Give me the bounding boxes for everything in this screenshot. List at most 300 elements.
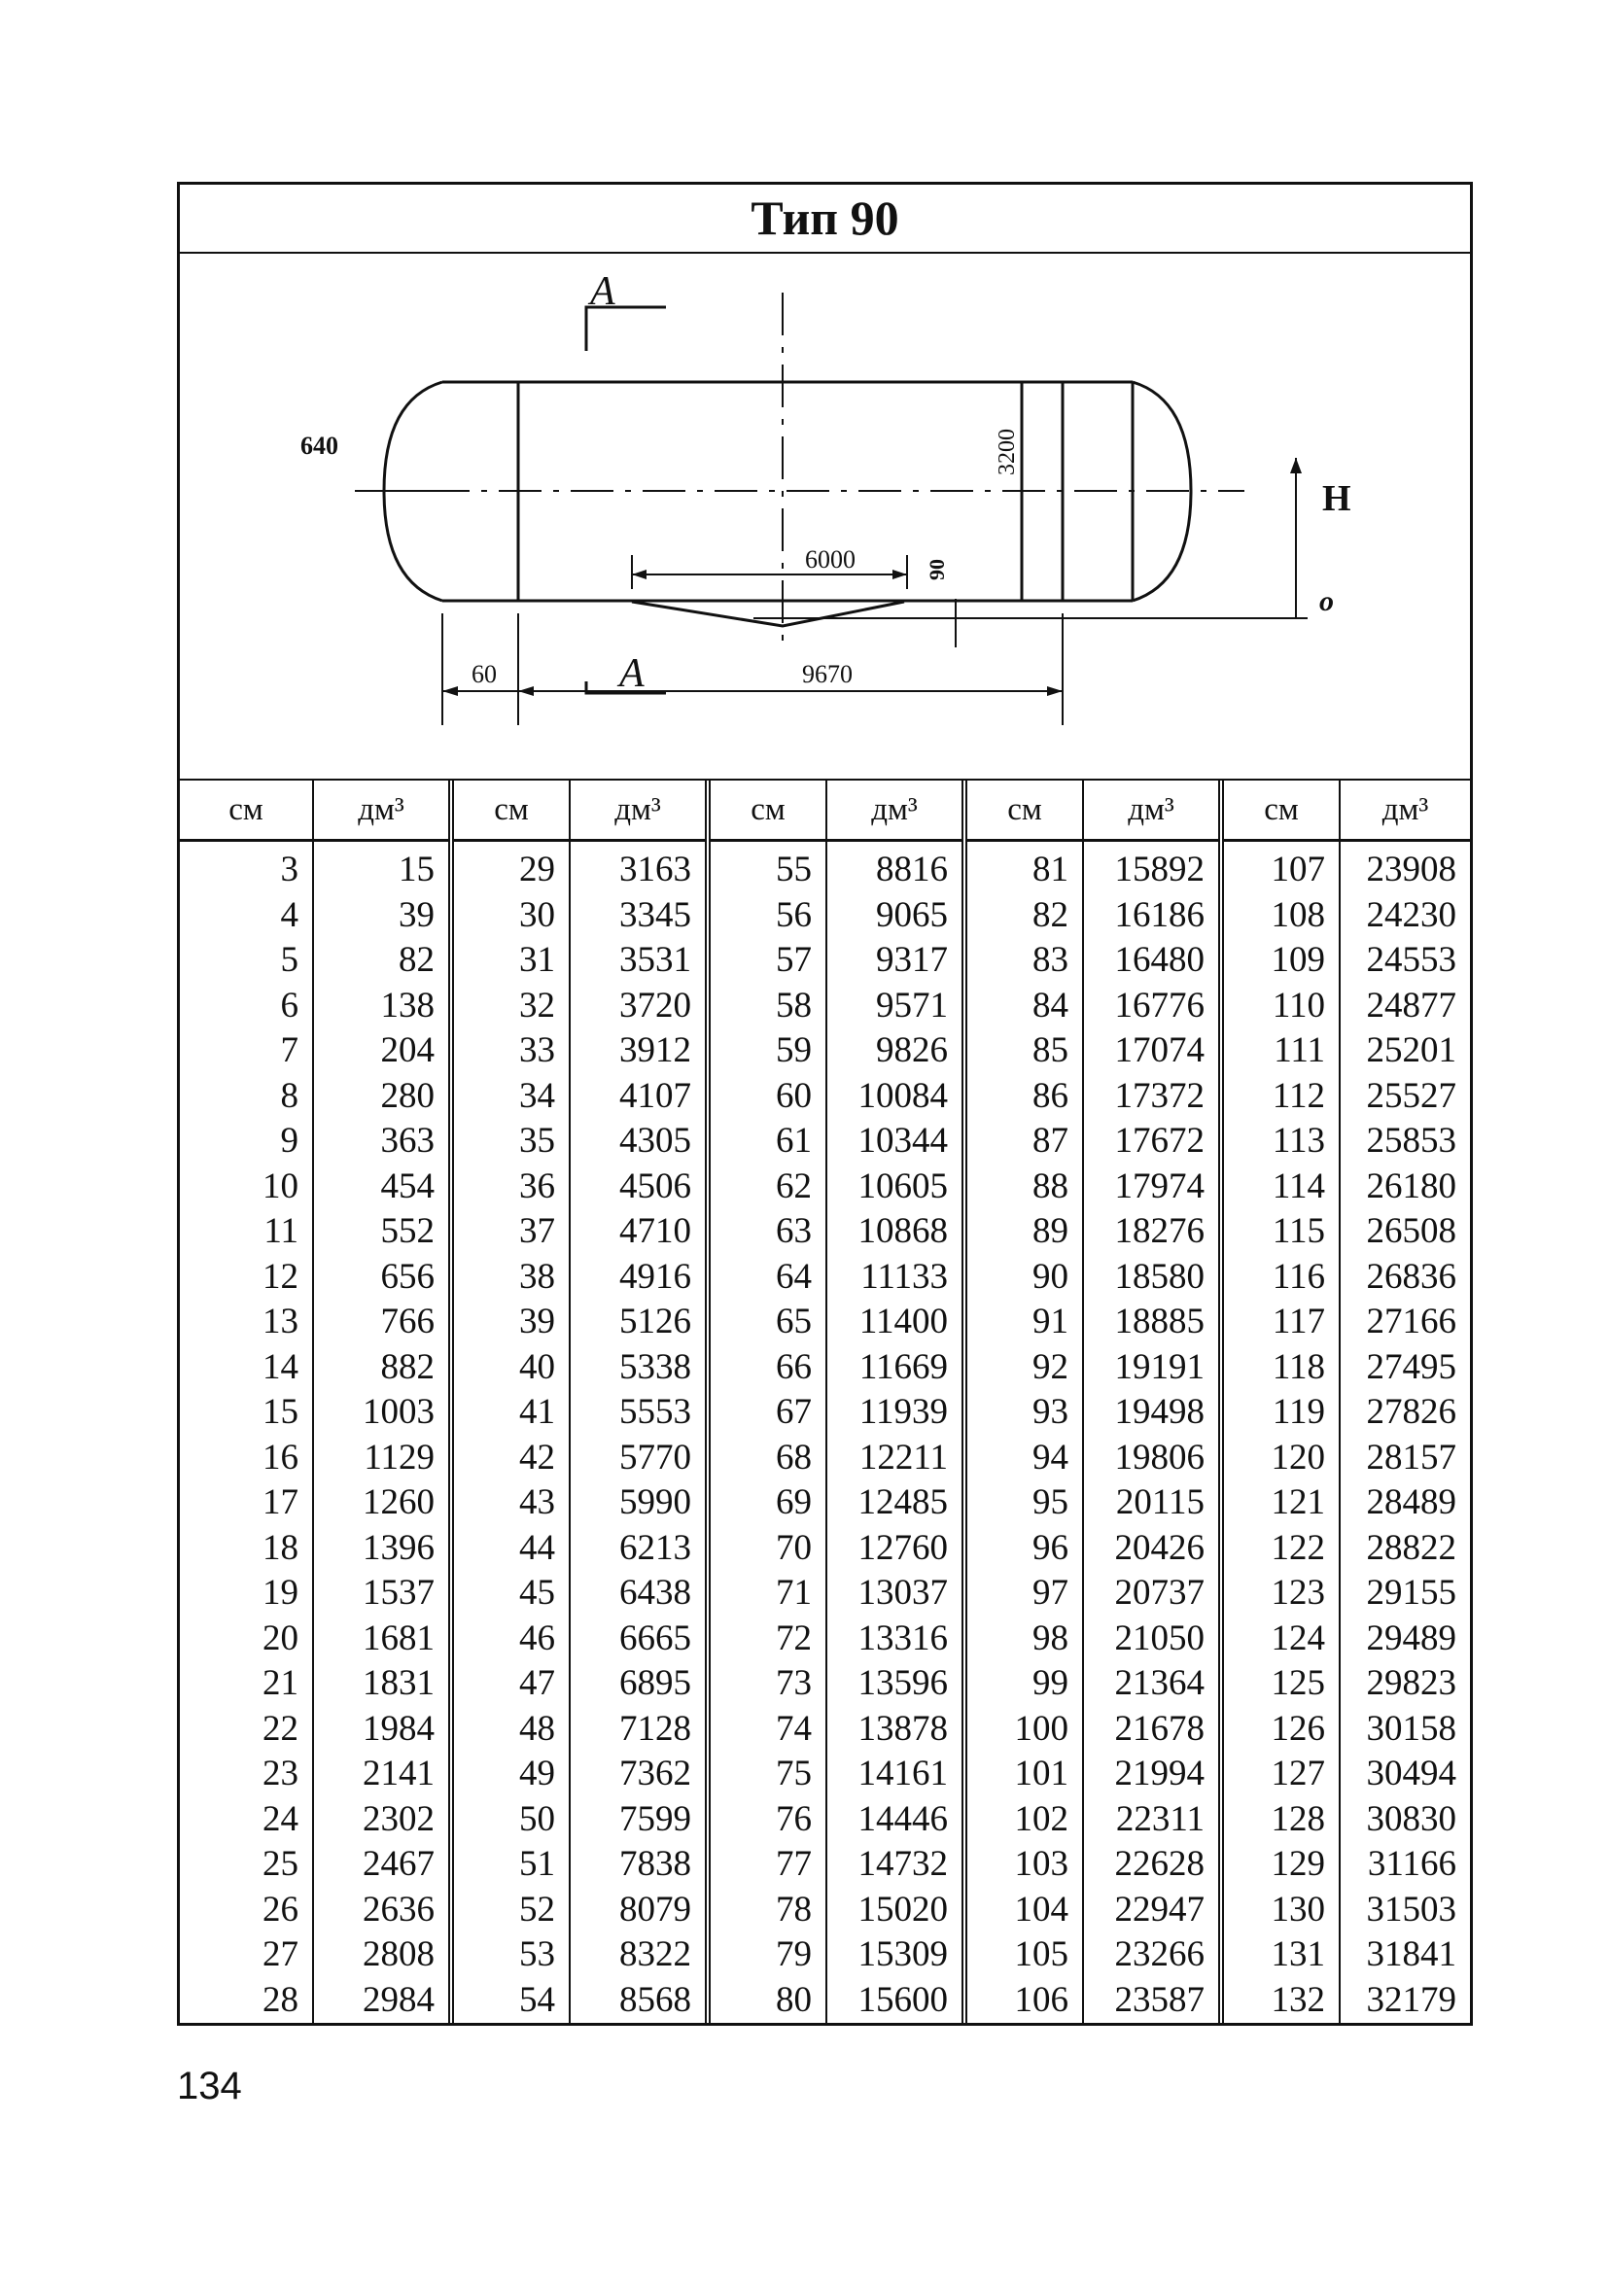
- header-dm3: дм³: [826, 781, 964, 841]
- cell-volume-dm3: 82: [313, 938, 451, 984]
- cell-volume-dm3: 12485: [826, 1480, 964, 1526]
- cell-level-cm: 92: [964, 1345, 1083, 1391]
- cell-volume-dm3: 4107: [570, 1074, 708, 1120]
- cell-level-cm: 42: [451, 1436, 570, 1481]
- cell-level-cm: 48: [451, 1707, 570, 1753]
- cell-volume-dm3: 1984: [313, 1707, 451, 1753]
- cell-level-cm: 49: [451, 1752, 570, 1797]
- cell-level-cm: 8: [280, 1075, 298, 1116]
- cell-level-cm: 13: [262, 1302, 298, 1342]
- cell-volume-dm3: 5770: [570, 1436, 708, 1481]
- cell-level-cm: 60: [708, 1074, 826, 1120]
- cell-volume-dm3: 4305: [570, 1119, 708, 1165]
- cell-level-cm: 101: [964, 1752, 1083, 1797]
- cell-level-cm: 71: [708, 1571, 826, 1617]
- cell-volume-dm3: 8079: [570, 1888, 708, 1933]
- cell-volume-dm3: 28489: [1340, 1480, 1470, 1526]
- cell-volume-dm3: 18276: [1083, 1209, 1221, 1255]
- cell-volume-dm3: 1129: [313, 1436, 451, 1481]
- cell-level-cm: 111: [1221, 1028, 1340, 1074]
- cell-volume-dm3: 15: [313, 841, 451, 893]
- cell-volume-dm3: 21364: [1083, 1661, 1221, 1707]
- cell-level-cm: 123: [1221, 1571, 1340, 1617]
- cell-level-cm: 129: [1221, 1842, 1340, 1888]
- cell-volume-dm3: 19498: [1083, 1390, 1221, 1436]
- cell-level-cm: 94: [964, 1436, 1083, 1481]
- table-row: [180, 1797, 1470, 1843]
- table-row: [180, 1345, 1470, 1391]
- cell-volume-dm3: 13316: [826, 1617, 964, 1662]
- cell-volume-dm3: 25201: [1340, 1028, 1470, 1074]
- cell-volume-dm3: 39: [313, 893, 451, 939]
- cell-volume-dm3: 280: [313, 1074, 451, 1120]
- cell-volume-dm3: 1396: [313, 1526, 451, 1572]
- cell-level-cm: 87: [964, 1119, 1083, 1165]
- cell-level-cm: 116: [1221, 1255, 1340, 1301]
- table-row: [180, 1571, 1470, 1617]
- cell-volume-dm3: 882: [313, 1345, 451, 1391]
- cell-volume-dm3: 20737: [1083, 1571, 1221, 1617]
- cell-volume-dm3: 16480: [1083, 938, 1221, 984]
- cell-volume-dm3: 26836: [1340, 1255, 1470, 1301]
- cell-volume-dm3: 15892: [1083, 841, 1221, 893]
- cell-level-cm: 128: [1221, 1797, 1340, 1843]
- cell-volume-dm3: 3912: [570, 1028, 708, 1074]
- cell-volume-dm3: 7838: [570, 1842, 708, 1888]
- cell-volume-dm3: 21994: [1083, 1752, 1221, 1797]
- cell-volume-dm3: 3720: [570, 984, 708, 1029]
- cell-level-cm: 38: [451, 1255, 570, 1301]
- table-header-row: [180, 781, 1470, 841]
- cell-volume-dm3: 454: [313, 1165, 451, 1210]
- cell-level-cm: 40: [451, 1345, 570, 1391]
- cell-level-cm: 19: [262, 1573, 298, 1614]
- cell-level-cm: 26: [262, 1889, 298, 1930]
- header-cm: см: [180, 781, 313, 841]
- section-label-top: A: [590, 269, 615, 314]
- cell-level-cm: 117: [1221, 1300, 1340, 1345]
- cell-level-cm: 32: [451, 984, 570, 1029]
- table-row: [180, 1978, 1470, 2024]
- cell-volume-dm3: 8568: [570, 1978, 708, 2024]
- cell-level-cm: 7: [280, 1030, 298, 1071]
- cell-volume-dm3: 11133: [826, 1255, 964, 1301]
- cell-volume-dm3: 24553: [1340, 938, 1470, 984]
- cell-volume-dm3: 10605: [826, 1165, 964, 1210]
- cell-level-cm: 55: [708, 841, 826, 893]
- cell-level-cm: 96: [964, 1526, 1083, 1572]
- cell-level-cm: 24: [262, 1798, 298, 1839]
- cell-level-cm: 105: [964, 1932, 1083, 1978]
- cell-volume-dm3: 18885: [1083, 1300, 1221, 1345]
- dim-6000-label: 6000: [805, 545, 856, 574]
- cell-level-cm: 12: [262, 1256, 298, 1297]
- cell-level-cm: 22: [262, 1708, 298, 1749]
- cell-volume-dm3: 27495: [1340, 1345, 1470, 1391]
- cell-volume-dm3: 21678: [1083, 1707, 1221, 1753]
- cell-level-cm: 115: [1221, 1209, 1340, 1255]
- cell-level-cm: 14: [262, 1346, 298, 1387]
- cell-volume-dm3: 30494: [1340, 1752, 1470, 1797]
- table-row: [180, 1661, 1470, 1707]
- cell-level-cm: 108: [1221, 893, 1340, 939]
- table-row: [180, 1842, 1470, 1888]
- table-row: [180, 841, 1470, 893]
- cell-volume-dm3: 26180: [1340, 1165, 1470, 1210]
- cell-level-cm: 127: [1221, 1752, 1340, 1797]
- cell-volume-dm3: 6665: [570, 1617, 708, 1662]
- cell-volume-dm3: 7128: [570, 1707, 708, 1753]
- cell-volume-dm3: 22628: [1083, 1842, 1221, 1888]
- cell-level-cm: 91: [964, 1300, 1083, 1345]
- cell-volume-dm3: 19806: [1083, 1436, 1221, 1481]
- cell-level-cm: 68: [708, 1436, 826, 1481]
- cell-level-cm: 43: [451, 1480, 570, 1526]
- table-row: [180, 1028, 1470, 1074]
- cell-level-cm: 67: [708, 1390, 826, 1436]
- cell-volume-dm3: 552: [313, 1209, 451, 1255]
- cell-volume-dm3: 5553: [570, 1390, 708, 1436]
- cell-level-cm: 85: [964, 1028, 1083, 1074]
- cell-level-cm: 64: [708, 1255, 826, 1301]
- cell-volume-dm3: 1537: [313, 1571, 451, 1617]
- cell-volume-dm3: 4916: [570, 1255, 708, 1301]
- cell-level-cm: 3: [280, 850, 298, 890]
- cell-level-cm: 80: [708, 1978, 826, 2024]
- cell-level-cm: 6: [280, 985, 298, 1026]
- cell-volume-dm3: 25853: [1340, 1119, 1470, 1165]
- header-cm: см: [1221, 781, 1340, 841]
- cell-level-cm: 70: [708, 1526, 826, 1572]
- dim-9670-label: 9670: [802, 660, 853, 688]
- cell-volume-dm3: 23587: [1083, 1978, 1221, 2024]
- cell-level-cm: 90: [964, 1255, 1083, 1301]
- cell-volume-dm3: 7362: [570, 1752, 708, 1797]
- cell-volume-dm3: 2467: [313, 1842, 451, 1888]
- cell-volume-dm3: 14446: [826, 1797, 964, 1843]
- cell-level-cm: 54: [451, 1978, 570, 2024]
- cell-volume-dm3: 204: [313, 1028, 451, 1074]
- tank-support: [632, 602, 904, 626]
- dim-3200-label: 3200: [995, 429, 1020, 475]
- cell-level-cm: 93: [964, 1390, 1083, 1436]
- cell-volume-dm3: 30158: [1340, 1707, 1470, 1753]
- header-dm3: дм³: [1083, 781, 1221, 841]
- cell-volume-dm3: 2984: [313, 1978, 451, 2024]
- cell-level-cm: 100: [964, 1707, 1083, 1753]
- cell-level-cm: 21: [262, 1663, 298, 1704]
- cell-level-cm: 35: [451, 1119, 570, 1165]
- cell-volume-dm3: 2808: [313, 1932, 451, 1978]
- cell-level-cm: 73: [708, 1661, 826, 1707]
- cell-level-cm: 107: [1221, 841, 1340, 893]
- cell-volume-dm3: 10084: [826, 1074, 964, 1120]
- cell-volume-dm3: 29155: [1340, 1571, 1470, 1617]
- cell-volume-dm3: 14732: [826, 1842, 964, 1888]
- tank-schematic: [180, 254, 1470, 779]
- cell-volume-dm3: 15600: [826, 1978, 964, 2024]
- cell-level-cm: 30: [451, 893, 570, 939]
- cell-level-cm: 104: [964, 1888, 1083, 1933]
- cell-level-cm: 39: [451, 1300, 570, 1345]
- cell-volume-dm3: 1260: [313, 1480, 451, 1526]
- cell-level-cm: 62: [708, 1165, 826, 1210]
- cell-volume-dm3: 13037: [826, 1571, 964, 1617]
- cell-volume-dm3: 24877: [1340, 984, 1470, 1029]
- cell-level-cm: 59: [708, 1028, 826, 1074]
- table-row: [180, 1119, 1470, 1165]
- cell-volume-dm3: 17974: [1083, 1165, 1221, 1210]
- cell-volume-dm3: 6438: [570, 1571, 708, 1617]
- cell-level-cm: 9: [280, 1121, 298, 1162]
- cell-level-cm: 63: [708, 1209, 826, 1255]
- table-row: [180, 1617, 1470, 1662]
- cell-volume-dm3: 12211: [826, 1436, 964, 1481]
- cell-level-cm: 27: [262, 1934, 298, 1975]
- cell-level-cm: 72: [708, 1617, 826, 1662]
- cell-level-cm: 18: [262, 1527, 298, 1568]
- cell-volume-dm3: 138: [313, 984, 451, 1029]
- cell-level-cm: 83: [964, 938, 1083, 984]
- table-row: [180, 1300, 1470, 1345]
- table-row: [180, 1165, 1470, 1210]
- cell-volume-dm3: 13878: [826, 1707, 964, 1753]
- cell-volume-dm3: 2302: [313, 1797, 451, 1843]
- cell-volume-dm3: 26508: [1340, 1209, 1470, 1255]
- cell-level-cm: 56: [708, 893, 826, 939]
- header-cm: см: [964, 781, 1083, 841]
- cell-level-cm: 89: [964, 1209, 1083, 1255]
- cell-level-cm: 97: [964, 1571, 1083, 1617]
- cell-level-cm: 112: [1221, 1074, 1340, 1120]
- cell-level-cm: 74: [708, 1707, 826, 1753]
- cell-level-cm: 95: [964, 1480, 1083, 1526]
- cell-level-cm: 78: [708, 1888, 826, 1933]
- cell-volume-dm3: 17672: [1083, 1119, 1221, 1165]
- cell-volume-dm3: 10868: [826, 1209, 964, 1255]
- cell-level-cm: 103: [964, 1842, 1083, 1888]
- cell-level-cm: 98: [964, 1617, 1083, 1662]
- cell-level-cm: 121: [1221, 1480, 1340, 1526]
- cell-level-cm: 75: [708, 1752, 826, 1797]
- cell-volume-dm3: 9065: [826, 893, 964, 939]
- cell-volume-dm3: 25527: [1340, 1074, 1470, 1120]
- cell-level-cm: 119: [1221, 1390, 1340, 1436]
- cell-volume-dm3: 23908: [1340, 841, 1470, 893]
- cell-level-cm: 44: [451, 1526, 570, 1572]
- cell-volume-dm3: 4710: [570, 1209, 708, 1255]
- cell-volume-dm3: 6213: [570, 1526, 708, 1572]
- cell-level-cm: 11: [263, 1211, 298, 1252]
- cell-level-cm: 51: [451, 1842, 570, 1888]
- cell-level-cm: 120: [1221, 1436, 1340, 1481]
- cell-level-cm: 65: [708, 1300, 826, 1345]
- table-body: [180, 841, 1470, 2024]
- cell-level-cm: 77: [708, 1842, 826, 1888]
- cell-volume-dm3: 20115: [1083, 1480, 1221, 1526]
- page-number: 134: [177, 2065, 242, 2107]
- cell-level-cm: 124: [1221, 1617, 1340, 1662]
- cell-volume-dm3: 5990: [570, 1480, 708, 1526]
- cell-level-cm: 69: [708, 1480, 826, 1526]
- cell-volume-dm3: 10344: [826, 1119, 964, 1165]
- cell-volume-dm3: 766: [313, 1300, 451, 1345]
- cell-volume-dm3: 1831: [313, 1661, 451, 1707]
- cell-volume-dm3: 17372: [1083, 1074, 1221, 1120]
- cell-volume-dm3: 13596: [826, 1661, 964, 1707]
- table-row: [180, 938, 1470, 984]
- cell-volume-dm3: 3345: [570, 893, 708, 939]
- cell-level-cm: 46: [451, 1617, 570, 1662]
- cell-volume-dm3: 28822: [1340, 1526, 1470, 1572]
- cell-level-cm: 47: [451, 1661, 570, 1707]
- cell-volume-dm3: 24230: [1340, 893, 1470, 939]
- table-row: [180, 1707, 1470, 1753]
- cell-level-cm: 84: [964, 984, 1083, 1029]
- cell-level-cm: 88: [964, 1165, 1083, 1210]
- cell-level-cm: 61: [708, 1119, 826, 1165]
- cell-level-cm: 17: [262, 1482, 298, 1523]
- cell-level-cm: 29: [451, 841, 570, 893]
- cell-level-cm: 76: [708, 1797, 826, 1843]
- cell-volume-dm3: 27826: [1340, 1390, 1470, 1436]
- cell-level-cm: 99: [964, 1661, 1083, 1707]
- cell-volume-dm3: 17074: [1083, 1028, 1221, 1074]
- label-o: o: [1319, 585, 1334, 617]
- cell-volume-dm3: 11939: [826, 1390, 964, 1436]
- cell-volume-dm3: 4506: [570, 1165, 708, 1210]
- cell-volume-dm3: 16186: [1083, 893, 1221, 939]
- cell-level-cm: 58: [708, 984, 826, 1029]
- cell-volume-dm3: 31166: [1340, 1842, 1470, 1888]
- table-row: [180, 984, 1470, 1029]
- cell-volume-dm3: 12760: [826, 1526, 964, 1572]
- table-row: [180, 1752, 1470, 1797]
- cell-level-cm: 86: [964, 1074, 1083, 1120]
- cell-level-cm: 52: [451, 1888, 570, 1933]
- page-title: Тип 90: [180, 185, 1470, 254]
- cell-level-cm: 113: [1221, 1119, 1340, 1165]
- cell-level-cm: 79: [708, 1932, 826, 1978]
- cell-level-cm: 37: [451, 1209, 570, 1255]
- cell-volume-dm3: 31503: [1340, 1888, 1470, 1933]
- cell-volume-dm3: 19191: [1083, 1345, 1221, 1391]
- cell-volume-dm3: 363: [313, 1119, 451, 1165]
- cell-volume-dm3: 11669: [826, 1345, 964, 1391]
- cell-level-cm: 41: [451, 1390, 570, 1436]
- cell-volume-dm3: 30830: [1340, 1797, 1470, 1843]
- calibration-table: [180, 781, 1470, 2023]
- table-row: [180, 1390, 1470, 1436]
- table-row: [180, 1209, 1470, 1255]
- header-dm3: дм³: [313, 781, 451, 841]
- cell-level-cm: 102: [964, 1797, 1083, 1843]
- cell-volume-dm3: 31841: [1340, 1932, 1470, 1978]
- cell-level-cm: 110: [1221, 984, 1340, 1029]
- cell-volume-dm3: 29823: [1340, 1661, 1470, 1707]
- cell-level-cm: 106: [964, 1978, 1083, 2024]
- table-row: [180, 1480, 1470, 1526]
- cell-level-cm: 132: [1221, 1978, 1340, 2024]
- cell-volume-dm3: 15309: [826, 1932, 964, 1978]
- cell-level-cm: 126: [1221, 1707, 1340, 1753]
- cell-level-cm: 109: [1221, 938, 1340, 984]
- cell-volume-dm3: 23266: [1083, 1932, 1221, 1978]
- cell-volume-dm3: 9571: [826, 984, 964, 1029]
- cell-volume-dm3: 21050: [1083, 1617, 1221, 1662]
- calibration-sheet: [177, 182, 1473, 2026]
- cell-level-cm: 10: [262, 1165, 298, 1206]
- table-row: [180, 1932, 1470, 1978]
- cell-volume-dm3: 2141: [313, 1752, 451, 1797]
- cell-volume-dm3: 32179: [1340, 1978, 1470, 2024]
- header-cm: см: [451, 781, 570, 841]
- cell-volume-dm3: 7599: [570, 1797, 708, 1843]
- table-row: [180, 893, 1470, 939]
- cell-volume-dm3: 20426: [1083, 1526, 1221, 1572]
- header-dm3: дм³: [1340, 781, 1470, 841]
- table-row: [180, 1526, 1470, 1572]
- cell-volume-dm3: 8816: [826, 841, 964, 893]
- table-row: [180, 1436, 1470, 1481]
- cell-volume-dm3: 5126: [570, 1300, 708, 1345]
- cell-level-cm: 130: [1221, 1888, 1340, 1933]
- cell-level-cm: 34: [451, 1074, 570, 1120]
- cell-volume-dm3: 16776: [1083, 984, 1221, 1029]
- cell-level-cm: 131: [1221, 1932, 1340, 1978]
- dim-90-label: 90: [925, 559, 949, 580]
- cell-volume-dm3: 27166: [1340, 1300, 1470, 1345]
- cell-level-cm: 16: [262, 1437, 298, 1478]
- cell-level-cm: 114: [1221, 1165, 1340, 1210]
- section-label-bottom: A: [619, 651, 645, 696]
- cell-level-cm: 66: [708, 1345, 826, 1391]
- cell-level-cm: 125: [1221, 1661, 1340, 1707]
- cell-volume-dm3: 1681: [313, 1617, 451, 1662]
- cell-volume-dm3: 2636: [313, 1888, 451, 1933]
- cell-volume-dm3: 8322: [570, 1932, 708, 1978]
- dim-60-label: 60: [472, 660, 497, 688]
- cell-level-cm: 82: [964, 893, 1083, 939]
- cell-level-cm: 81: [964, 841, 1083, 893]
- cell-level-cm: 50: [451, 1797, 570, 1843]
- cell-volume-dm3: 6895: [570, 1661, 708, 1707]
- cell-level-cm: 25: [262, 1844, 298, 1885]
- cell-volume-dm3: 9826: [826, 1028, 964, 1074]
- cell-volume-dm3: 1003: [313, 1390, 451, 1436]
- cell-volume-dm3: 18580: [1083, 1255, 1221, 1301]
- cell-volume-dm3: 28157: [1340, 1436, 1470, 1481]
- cell-volume-dm3: 3163: [570, 841, 708, 893]
- cell-volume-dm3: 3531: [570, 938, 708, 984]
- header-dm3: дм³: [570, 781, 708, 841]
- table-row: [180, 1255, 1470, 1301]
- cell-level-cm: 20: [262, 1618, 298, 1658]
- cell-level-cm: 118: [1221, 1345, 1340, 1391]
- cell-level-cm: 28: [262, 1979, 298, 2020]
- cell-volume-dm3: 15020: [826, 1888, 964, 1933]
- cell-volume-dm3: 9317: [826, 938, 964, 984]
- cell-level-cm: 15: [262, 1392, 298, 1433]
- dim-640-label: 640: [300, 432, 338, 460]
- cell-level-cm: 57: [708, 938, 826, 984]
- cell-volume-dm3: 22311: [1083, 1797, 1221, 1843]
- cell-volume-dm3: 656: [313, 1255, 451, 1301]
- cell-level-cm: 45: [451, 1571, 570, 1617]
- cell-volume-dm3: 14161: [826, 1752, 964, 1797]
- cell-volume-dm3: 22947: [1083, 1888, 1221, 1933]
- cell-level-cm: 4: [280, 894, 298, 935]
